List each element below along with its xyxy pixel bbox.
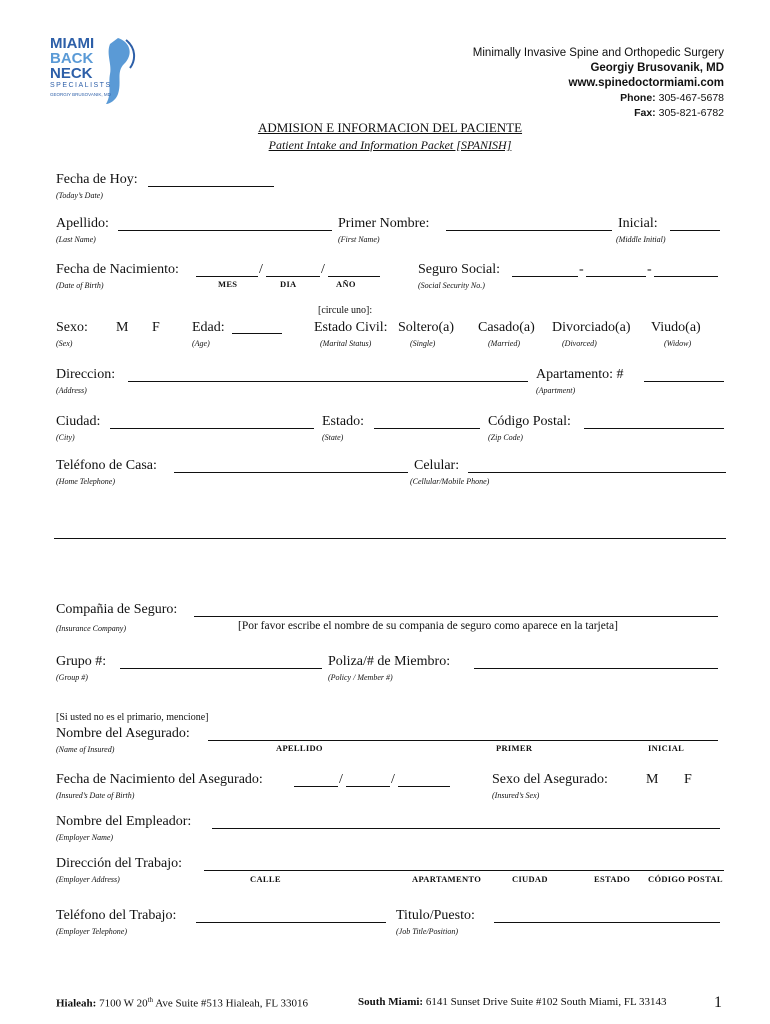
sexo-asegurado-label: Sexo del Asegurado: [492,772,608,787]
sexo-sub: (Sex) [56,339,73,348]
insured-dob-month-field[interactable] [294,786,338,787]
compania-field[interactable] [194,616,718,617]
telefono-trabajo-field[interactable] [196,922,386,923]
dob-dia-caption: DIA [280,279,297,289]
seguro-social-sub: (Social Security No.) [418,281,485,290]
empleador-sub: (Employer Name) [56,833,114,842]
telefono-casa-sub: (Home Telephone) [56,477,116,486]
empleador-label: Nombre del Empleador: [56,814,192,829]
viudo-option[interactable]: Viudo(a) [651,320,701,335]
ciudad-field[interactable] [110,428,314,429]
header-practice: Minimally Invasive Spine and Orthopedic Surgery [472,47,724,59]
dob-ano-caption: AÑO [336,279,356,289]
soltero-option[interactable]: Soltero(a) [398,320,454,335]
logo-line-miami: MIAMI [50,35,95,52]
footer-hialeah-sup: th [147,996,154,1004]
fecha-nac-asegurado-label: Fecha de Nacimiento del Asegurado: [56,772,263,787]
direccion-trabajo-field[interactable] [204,870,724,871]
titulo-label: Titulo/Puesto: [396,908,475,923]
section-divider [54,538,726,539]
poliza-sub: (Policy / Member #) [328,673,393,682]
sexo-m-option[interactable]: M [116,320,129,335]
nombre-asegurado-sub: (Name of Insured) [56,745,115,754]
page-subtitle: Patient Intake and Information Packet [SPANISH] [268,138,512,152]
insured-dob-sep-2: / [391,772,395,787]
titulo-field[interactable] [494,922,720,923]
footer-south-address: 6141 Sunset Drive Suite #102 South Miami, FL 33143 [425,996,667,1008]
estado-civil-label: Estado Civil: [314,320,388,335]
fecha-nac-asegurado-sub: (Insured’s Date of Birth) [56,791,135,800]
poliza-field[interactable] [474,668,718,669]
trabajo-apartamento-caption: APARTAMENTO [412,874,482,884]
direccion-field[interactable] [128,381,528,382]
celular-field[interactable] [468,472,726,473]
logo-line-specialists: SPECIALISTS [50,82,112,89]
logo-line-doctor: GEORGIY BRUSOVANIK, MD [50,92,111,97]
apellido-field[interactable] [118,230,332,231]
phone-label: Phone: [620,92,656,104]
casado-option[interactable]: Casado(a) [478,320,535,335]
page-title: ADMISION E INFORMACION DEL PACIENTE [257,120,523,135]
compania-note: [Por favor escribe el nombre de su compania de seguro como aparece en la tarjeta] [238,620,618,632]
telefono-trabajo-sub: (Employer Telephone) [56,927,128,936]
grupo-label: Grupo #: [56,654,107,669]
estado-sub: (State) [322,433,344,442]
trabajo-ciudad-caption: CIUDAD [512,874,548,884]
apartamento-sub: (Apartment) [536,386,576,395]
primer-nombre-sub: (First Name) [338,235,380,244]
dob-mes-caption: MES [218,279,238,289]
sexo-asegurado-m-option[interactable]: M [646,772,659,787]
insured-dob-day-field[interactable] [346,786,390,787]
phone-value: 305-467-5678 [658,92,724,104]
trabajo-calle-caption: CALLE [250,874,281,884]
edad-sub: (Age) [192,339,210,348]
telefono-casa-field[interactable] [174,472,408,473]
apartamento-field[interactable] [644,381,724,382]
header-doctor: Georgiy Brusovanik, MD [590,62,724,74]
soltero-sub: (Single) [410,339,436,348]
edad-field[interactable] [232,333,282,334]
fecha-nacimiento-sub: (Date of Birth) [56,281,104,290]
footer-hialeah [56,996,308,1010]
sexo-label: Sexo: [56,320,88,335]
sexo-f-option[interactable]: F [152,320,160,335]
trabajo-codigo-caption: CÓDIGO POSTAL [648,874,723,884]
apellido-label: Apellido: [56,216,109,231]
header-website: www.spinedoctormiami.com [568,77,724,89]
footer-south-label: South Miami: [358,996,424,1008]
edad-label: Edad: [192,320,225,335]
telefono-trabajo-label: Teléfono del Trabajo: [56,908,177,923]
inicial-sub: (Middle Initial) [616,235,666,244]
codigo-postal-sub: (Zip Code) [488,433,523,442]
circule-uno: [circule uno]: [318,305,373,316]
logo [44,36,140,106]
estado-field[interactable] [374,428,480,429]
nombre-asegurado-field[interactable] [208,740,718,741]
footer-hialeah-label: Hialeah: [56,997,97,1010]
ciudad-sub: (City) [56,433,75,442]
dob-day-field[interactable] [266,276,320,277]
insured-dob-year-field[interactable] [398,786,450,787]
titulo-sub: (Job Title/Position) [396,927,458,936]
inicial-label: Inicial: [618,216,658,231]
page-number: 1 [714,994,722,1011]
asegurado-apellido-caption: APELLIDO [276,743,323,753]
direccion-label: Direccion: [56,367,116,382]
ssn-part2-field[interactable] [586,276,646,277]
ciudad-label: Ciudad: [56,414,101,429]
direccion-trabajo-label: Dirección del Trabajo: [56,856,182,871]
viudo-sub: (Widow) [664,339,692,348]
compania-label: Compañia de Seguro: [56,602,178,617]
fecha-nacimiento-label: Fecha de Nacimiento: [56,262,179,277]
asegurado-primer-caption: PRIMER [496,743,533,753]
fecha-hoy-label: Fecha de Hoy: [56,172,138,187]
primer-nombre-field[interactable] [446,230,612,231]
dob-year-field[interactable] [328,276,380,277]
ssn-part1-field[interactable] [512,276,578,277]
divorciado-option[interactable]: Divorciado(a) [552,320,631,335]
codigo-postal-label: Código Postal: [488,414,571,429]
dob-sep-1: / [259,262,263,277]
insured-dob-sep-1: / [339,772,343,787]
logo-line-back: BACK [50,50,94,67]
compania-sub: (Insurance Company) [56,624,126,633]
seguro-social-label: Seguro Social: [418,262,501,277]
logo-line-neck: NECK [50,65,93,82]
codigo-postal-field[interactable] [584,428,724,429]
celular-sub: (Cellular/Mobile Phone) [410,477,490,486]
direccion-sub: (Address) [56,386,87,395]
trabajo-estado-caption: ESTADO [594,874,631,884]
fax-label: Fax: [634,107,656,119]
dob-month-field[interactable] [196,276,258,277]
telefono-casa-label: Teléfono de Casa: [56,458,157,473]
primer-nombre-label: Primer Nombre: [338,216,430,231]
asegurado-inicial-caption: INICIAL [648,743,685,753]
estado-civil-sub: (Marital Status) [320,339,372,348]
casado-sub: (Married) [488,339,520,348]
celular-label: Celular: [414,458,460,473]
footer-hialeah-pre: 7100 W 20 [99,997,148,1010]
divorciado-sub: (Divorced) [562,339,597,348]
ssn-sep-1: - [579,262,584,277]
footer-south-miami [358,996,667,1008]
header-block [473,46,724,121]
poliza-label: Poliza/# de Miembro: [328,654,451,669]
fecha-hoy-field[interactable] [148,186,274,187]
ssn-part3-field[interactable] [654,276,718,277]
apellido-sub: (Last Name) [56,235,96,244]
ssn-sep-2: - [647,262,652,277]
estado-label: Estado: [322,414,364,429]
inicial-field[interactable] [670,230,720,231]
dob-sep-2: / [321,262,325,277]
empleador-field[interactable] [212,828,720,829]
nombre-asegurado-label: Nombre del Asegurado: [56,726,190,741]
header-phone [473,91,724,106]
sexo-asegurado-f-option[interactable]: F [684,772,692,787]
apartamento-label: Apartamento: # [536,367,624,382]
fax-value: 305-821-6782 [658,107,724,119]
sexo-asegurado-sub: (Insured’s Sex) [492,791,540,800]
si-usted-note: [Si usted no es el primario, mencione] [56,712,209,723]
header-fax [473,106,724,121]
grupo-sub: (Group #) [56,673,88,682]
footer-hialeah-post: Ave Suite #513 Hialeah, FL 33016 [155,997,308,1010]
grupo-field[interactable] [120,668,322,669]
direccion-trabajo-sub: (Employer Address) [56,875,120,884]
fecha-hoy-sub: (Today’s Date) [56,191,103,200]
